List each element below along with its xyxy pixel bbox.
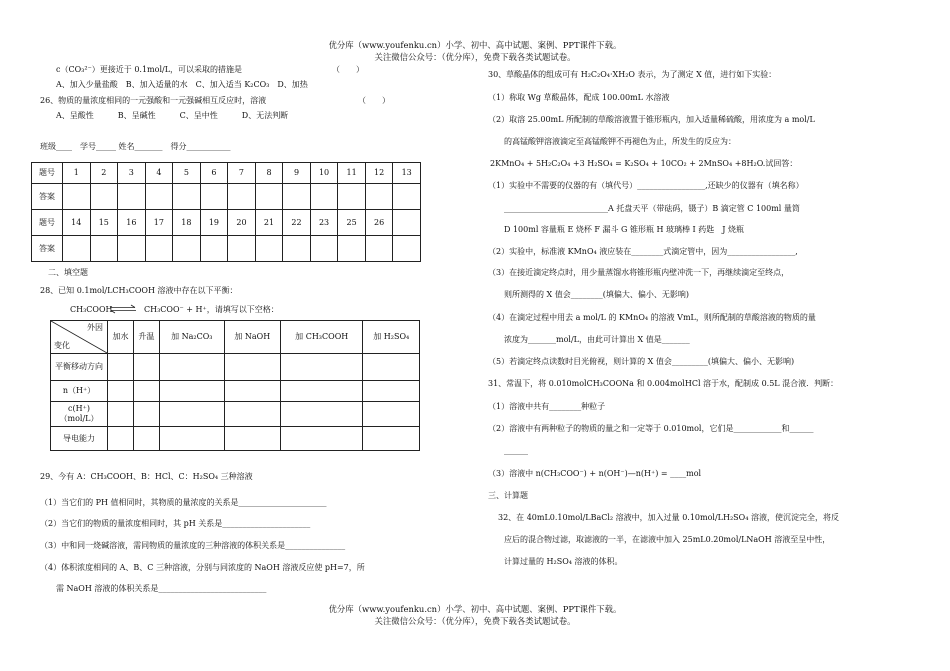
answer-cell[interactable]	[228, 184, 256, 210]
answer-cell[interactable]	[173, 184, 201, 210]
q30-step2-cont: 的高锰酸钾溶液滴定至高锰酸钾不再褪色为止，所发生的反应为：	[504, 137, 736, 146]
q28-eq-left: CH₃COOH	[70, 305, 113, 314]
row-label: 题号	[32, 163, 63, 184]
answer-cell[interactable]	[255, 184, 283, 210]
q31-part1: （1）溶液中共有________种粒子	[488, 402, 606, 411]
q29-part4: （4）体积浓度相同的 A、B、C 三种溶液，分别与同浓度的 NaOH 溶液反应使 pH=7，所	[40, 563, 365, 572]
answer-cell[interactable]	[159, 402, 224, 427]
row-label: n（H⁺）	[51, 381, 108, 402]
table-cell: 21	[255, 210, 283, 236]
table-cell: 12	[365, 163, 393, 184]
table-cell: 16	[118, 210, 146, 236]
table-cell	[393, 210, 421, 236]
answer-cell[interactable]	[63, 236, 91, 262]
answer-cell[interactable]	[365, 184, 393, 210]
table-corner-cell	[51, 321, 108, 354]
answer-cell[interactable]	[159, 427, 224, 451]
table-row	[32, 163, 421, 184]
row-label: 答案	[32, 236, 63, 262]
table-cell: 14	[63, 210, 91, 236]
student-info-line: 班级____ 学号_____ 姓名_______ 得分___________	[40, 142, 231, 151]
q29-part2: （2）当它们的物质的量浓度相同时，其 pH 关系是______________________	[40, 519, 311, 528]
q26-paren: （ ）	[358, 96, 390, 105]
answer-cell[interactable]	[228, 236, 256, 262]
answer-cell[interactable]	[90, 184, 118, 210]
column-header: 加 CH₃COOH	[280, 321, 363, 354]
row-label: 答案	[32, 184, 63, 210]
q30-answer5: （5）若滴定终点读数时目光俯视，则计算的 X 值会_________(填偏大、偏小、无影响)	[488, 357, 795, 366]
answer-cell[interactable]	[365, 236, 393, 262]
table-cell: 23	[310, 210, 338, 236]
table-cell: 7	[228, 163, 256, 184]
page-footer-line2: 关注微信公众号：（优分库），免费下载各类试题试卷。	[374, 616, 576, 626]
table-row	[32, 236, 421, 262]
column-header: 加水	[108, 321, 134, 354]
q31-stem: 31、常温下，将 0.010molCH₃COONa 和 0.004molHCl 溶于水，配制成 0.5L 混合液．判断：	[488, 379, 839, 388]
q30-step2: （2）取溶 25.00mL 所配制的草酸溶液置于锥形瓶内，加入适量稀硫酸，用浓度为 a mol/L	[488, 115, 815, 124]
table-row	[51, 354, 420, 381]
section-2-title: 二、填空题	[48, 268, 88, 277]
answer-cell[interactable]	[108, 427, 134, 451]
q30-answer2: （2）实验中，标准液 KMnO₄ 液应装在________式滴定管中，因为_________________,	[488, 247, 798, 256]
answer-cell[interactable]	[224, 381, 280, 402]
answer-cell[interactable]	[310, 184, 338, 210]
table-cell: 2	[90, 163, 118, 184]
answer-cell[interactable]	[145, 236, 173, 262]
q31-part3: （3）溶液中 n(CH₃COO⁻) + n(OH⁻)—n(H⁺) = ____mol	[488, 469, 702, 478]
table-cell: 13	[393, 163, 421, 184]
q30-answer3: （3）在接近滴定终点时，用少量蒸馏水将锥形瓶内壁冲洗一下，再继续滴定至终点，	[488, 268, 790, 277]
answer-cell[interactable]	[108, 354, 134, 381]
q30-step1: （1）称取 Wg 草酸晶体，配成 100.00mL 水溶液	[488, 93, 670, 102]
table-cell: 8	[255, 163, 283, 184]
row-label: c(H⁺)（mol/L）	[51, 402, 108, 427]
q28-stem: 28、已知 0.1mol/LCH₃COOH 溶液中存在以下平衡：	[40, 286, 238, 295]
q30-equation: 2KMnO₄ + 5H₂C₂O₄ +3 H₂SO₄ = K₂SO₄ + 10CO₂ + 2MnSO₄ +8H₂O.试回答：	[490, 159, 798, 168]
column-header: 加 Na₂CO₃	[159, 321, 224, 354]
table-cell: 9	[283, 163, 311, 184]
answer-cell[interactable]	[338, 184, 366, 210]
table-cell: 11	[338, 163, 366, 184]
table-row	[51, 321, 420, 354]
q25-stem: c（CO₃²⁻）更接近于 0.1mol/L，可以采取的措施是	[56, 65, 243, 74]
answer-cell[interactable]	[133, 402, 159, 427]
table-cell: 20	[228, 210, 256, 236]
q32-line1: 32、在 40mL0.10mol/LBaCl₂ 溶液中，加入过量 0.10mol/LH₂SO₄ 溶液，使沉淀完全，将反	[498, 513, 839, 522]
answer-cell[interactable]	[108, 381, 134, 402]
answer-cell[interactable]	[363, 381, 420, 402]
table-cell: 3	[118, 163, 146, 184]
table-cell: 25	[338, 210, 366, 236]
answer-cell[interactable]	[200, 236, 228, 262]
q30-answer1: （1）实验中不需要的仪器的有（填代号）_________________,还缺少的仪器有（填名称）	[488, 181, 804, 190]
page-header-line2: 关注微信公众号：（优分库），免费下载各类试题试卷。	[374, 52, 576, 62]
answer-cell[interactable]	[280, 381, 363, 402]
answer-cell[interactable]	[224, 427, 280, 451]
equilibrium-table	[50, 320, 420, 451]
q29-part4-cont: 需 NaOH 溶液的体积关系是___________________________	[56, 584, 267, 593]
answer-cell[interactable]	[133, 354, 159, 381]
answer-cell[interactable]	[310, 236, 338, 262]
answer-cell[interactable]	[280, 354, 363, 381]
answer-cell[interactable]	[133, 427, 159, 451]
answer-cell[interactable]	[283, 236, 311, 262]
table-row	[32, 210, 421, 236]
table-row	[32, 184, 421, 210]
q30-stem: 30、草酸晶体的组成可有 H₂C₂O₄·XH₂O 表示，为了测定 X 值，进行如下实验：	[488, 70, 777, 79]
row-label: 平衡移动方向	[51, 354, 108, 381]
answer-cell[interactable]	[145, 184, 173, 210]
table-row	[51, 381, 420, 402]
column-header: 加 H₂SO₄	[363, 321, 420, 354]
table-cell: 1	[63, 163, 91, 184]
answer-table	[31, 162, 421, 262]
answer-cell[interactable]	[363, 354, 420, 381]
answer-cell[interactable]	[338, 236, 366, 262]
table-cell: 22	[283, 210, 311, 236]
column-header: 升温	[133, 321, 159, 354]
q31-part2-cont: ______	[504, 446, 528, 455]
answer-cell[interactable]	[224, 354, 280, 381]
table-cell: 4	[145, 163, 173, 184]
answer-cell[interactable]	[280, 402, 363, 427]
answer-cell[interactable]	[393, 236, 421, 262]
answer-cell[interactable]	[63, 184, 91, 210]
q25-paren: （ ）	[332, 65, 364, 74]
q28-eq-right: CH₃COO⁻ + H⁺，请填写以下空格：	[144, 305, 279, 314]
q30-answer1-options: D 100ml 容量瓶 E 烧杯 F 漏斗 G 锥形瓶 H 玻璃棒 I 药匙 J 烧瓶	[504, 225, 745, 234]
table-row	[51, 427, 420, 451]
q31-part2: （2）溶液中有两种粒子的物质的量之和一定等于 0.010mol，它们是____________和______	[488, 424, 814, 433]
q30-answer1-cont: __________________________A 托盘天平（带砝码，镊子）B 滴定管 C 100ml 量筒	[504, 204, 800, 213]
q30-answer4: （4）在滴定过程中用去 a mol/L 的 KMnO₄ 的溶液 VmL，则所配制的草酸溶液的物质的量	[488, 313, 816, 322]
q30-answer3-cont: 则所测得的 X 值会________(填偏大、偏小、无影响)	[504, 290, 690, 299]
q25-options: A、加入少量盐酸 B、加入适量的水 C、加入适当 K₂CO₃ D、加热	[56, 80, 308, 89]
table-cell: 18	[173, 210, 201, 236]
q32-line2: 应后的混合物过滤，取滤液的一半，在滤液中加入 25mL0.20mol/LNaOH 溶液至呈中性，	[504, 535, 831, 544]
column-header: 加 NaOH	[224, 321, 280, 354]
table-cell: 19	[200, 210, 228, 236]
answer-cell[interactable]	[255, 236, 283, 262]
table-row	[51, 402, 420, 427]
corner-label-bottom: 变化	[54, 341, 70, 350]
table-cell: 15	[90, 210, 118, 236]
q26-options: A、呈酸性 B、呈碱性 C、呈中性 D、无法判断	[56, 111, 289, 120]
answer-cell[interactable]	[118, 184, 146, 210]
table-cell: 10	[310, 163, 338, 184]
page-header-line1: 优分库（www.youfenku.cn）小学、初中、高中试题、案例、PPT课件下载。	[328, 40, 622, 50]
answer-cell[interactable]	[159, 354, 224, 381]
row-label: 导电能力	[51, 427, 108, 451]
section-3-title: 三、计算题	[488, 491, 528, 500]
equilibrium-arrow-icon	[108, 304, 138, 314]
table-cell: 26	[365, 210, 393, 236]
answer-cell[interactable]	[363, 402, 420, 427]
table-cell: 6	[200, 163, 228, 184]
q30-answer4-cont: 浓度为_______mol/L，由此可计算出 X 值是_______	[504, 335, 690, 344]
q29-stem: 29、今有 A：CH₃COOH、B：HCl、C：H₂SO₄ 三种溶液	[40, 472, 253, 481]
page-footer-line1: 优分库（www.youfenku.cn）小学、初中、高中试题、案例、PPT课件下载。	[328, 604, 622, 614]
answer-cell[interactable]	[200, 184, 228, 210]
row-label: 题号	[32, 210, 63, 236]
q32-line3: 计算过量的 H₂SO₄ 溶液的体积。	[504, 557, 623, 566]
q26-stem: 26、物质的量浓度相同的一元强酸和一元强碱相互反应时，溶液	[40, 96, 267, 105]
answer-cell[interactable]	[118, 236, 146, 262]
q29-part3: （3）中和同一烧碱溶液，需同物质的量浓度的三种溶液的体积关系是_______________	[40, 541, 346, 550]
answer-cell[interactable]	[393, 184, 421, 210]
answer-cell[interactable]	[280, 427, 363, 451]
answer-cell[interactable]	[224, 402, 280, 427]
table-cell: 17	[145, 210, 173, 236]
corner-label-top: 外因	[87, 323, 103, 332]
answer-cell[interactable]	[90, 236, 118, 262]
answer-cell[interactable]	[133, 381, 159, 402]
answer-cell[interactable]	[283, 184, 311, 210]
answer-cell[interactable]	[108, 402, 134, 427]
table-cell: 5	[173, 163, 201, 184]
answer-cell[interactable]	[363, 427, 420, 451]
q29-part1: （1）当它们的 PH 值相同时，其物质的量浓度的关系是______________________	[40, 498, 327, 507]
answer-cell[interactable]	[173, 236, 201, 262]
answer-cell[interactable]	[159, 381, 224, 402]
